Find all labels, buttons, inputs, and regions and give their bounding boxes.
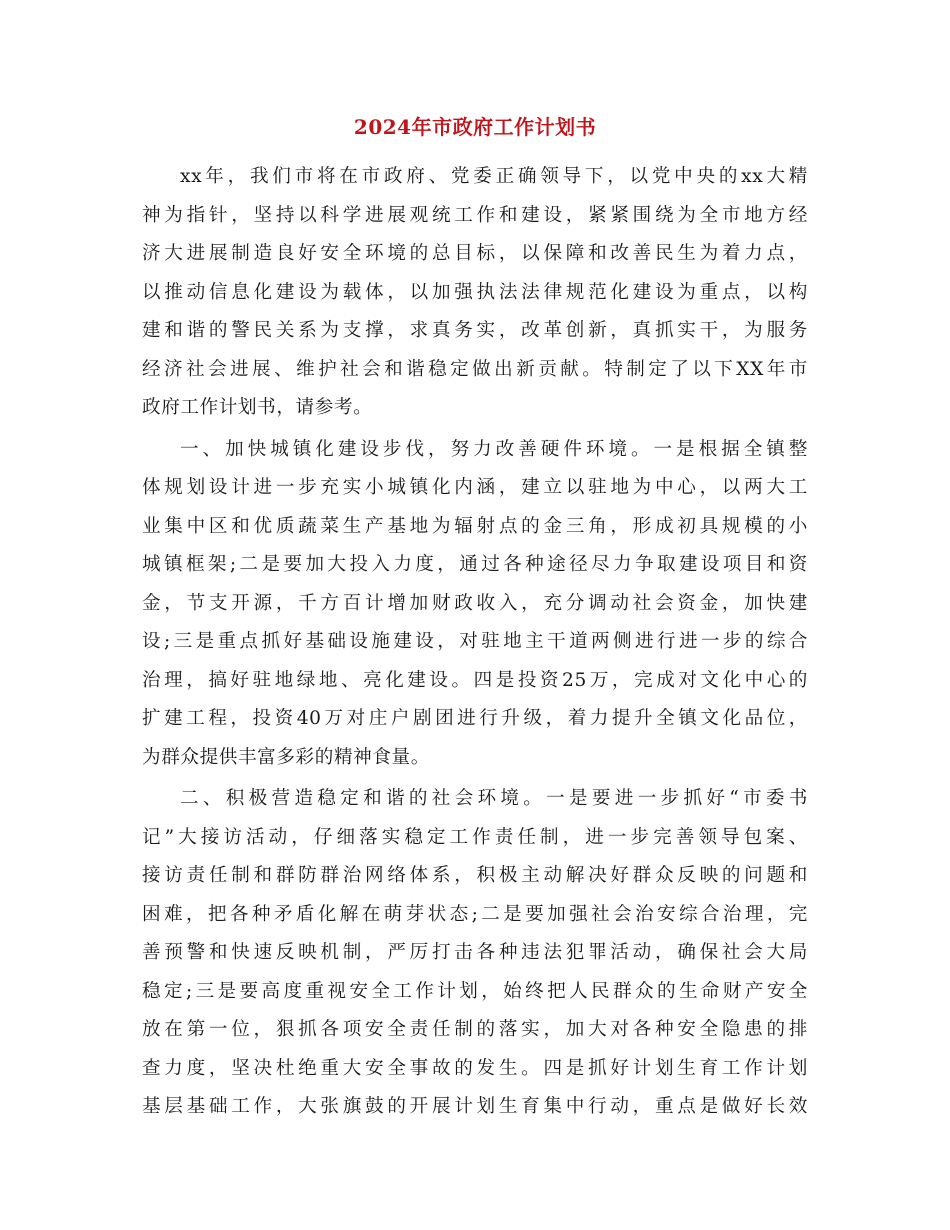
paragraph-line: 神为指针，坚持以科学进展观统工作和建设，紧紧围绕为全市地方经	[142, 204, 808, 226]
paragraph-line: xx年，我们市将在市政府、党委正确领导下，以党中央的xx大精	[180, 166, 808, 187]
paragraph-line: 放在第一位，狠抓各项安全责任制的落实，加大对各种安全隐患的排	[142, 1019, 808, 1040]
paragraph-section-one	[142, 431, 808, 778]
paragraph-line: 二、积极营造稳定和谐的社会环境。一是要进一步抓好“市委书	[180, 788, 808, 809]
paragraph-line: 善预警和快速反映机制，严厉打击各种违法犯罪活动，确保社会大局	[142, 942, 808, 963]
paragraph-line: 稳定;三是要高度重视安全工作计划，始终把人民群众的生命财产安全	[142, 980, 808, 1002]
paragraph-intro	[142, 158, 808, 428]
paragraph-line: 记”大接访活动，仔细落实稳定工作责任制，进一步完善领导包案、	[142, 826, 808, 848]
paragraph-line: 业集中区和优质蔬菜生产基地为辐射点的金三角，形成初具规模的小	[142, 515, 808, 537]
paragraph-line: 为群众提供丰富多彩的精神食量。	[142, 746, 430, 768]
paragraph-line: 济大进展制造良好安全环境的总目标，以保障和改善民生为着力点，	[142, 243, 808, 264]
paragraph-line: 经济社会进展、维护社会和谐稳定做出新贡献。特制定了以下XX年市	[142, 358, 808, 380]
paragraph-line: 困难，把各种矛盾化解在萌芽状态;二是要加强社会治安综合治理，完	[142, 903, 808, 925]
document-body	[142, 158, 808, 1127]
paragraph-line: 治理，搞好驻地绿地、亮化建设。四是投资25万，完成对文化中心的	[142, 669, 808, 691]
paragraph-line: 设;三是重点抓好基础设施建设，对驻地主干道两侧进行进一步的综合	[142, 631, 808, 652]
paragraph-line: 查力度，坚决杜绝重大安全事故的发生。四是抓好计划生育工作计划	[142, 1057, 808, 1079]
paragraph-line: 城镇框架;二是要加大投入力度，通过各种途径尽力争取建设项目和资	[142, 554, 808, 575]
paragraph-line: 以推动信息化建设为载体，以加强执法法律规范化建设为重点，以构	[142, 281, 808, 303]
paragraph-section-two	[142, 780, 808, 1127]
paragraph-line: 建和谐的警民关系为支撑，求真务实，改革创新，真抓实干，为服务	[142, 320, 808, 341]
document-title: 2024年市政府工作计划书	[353, 115, 597, 139]
paragraph-line: 一、加快城镇化建设步伐，努力改善硬件环境。一是根据全镇整	[180, 438, 808, 460]
paragraph-line: 接访责任制和群防群治网络体系，积极主动解决好群众反映的问题和	[142, 865, 808, 886]
paragraph-line: 基层基础工作，大张旗鼓的开展计划生育集中行动，重点是做好长效	[142, 1096, 808, 1117]
paragraph-line: 扩建工程，投资40万对庄户剧团进行升级，着力提升全镇文化品位，	[142, 708, 808, 729]
paragraph-line: 体规划设计进一步充实小城镇化内涵，建立以驻地为中心，以两大工	[142, 477, 808, 498]
paragraph-line: 金，节支开源，千方百计增加财政收入，充分调动社会资金，加快建	[142, 592, 808, 614]
paragraph-line: 政府工作计划书，请参考。	[142, 397, 373, 418]
